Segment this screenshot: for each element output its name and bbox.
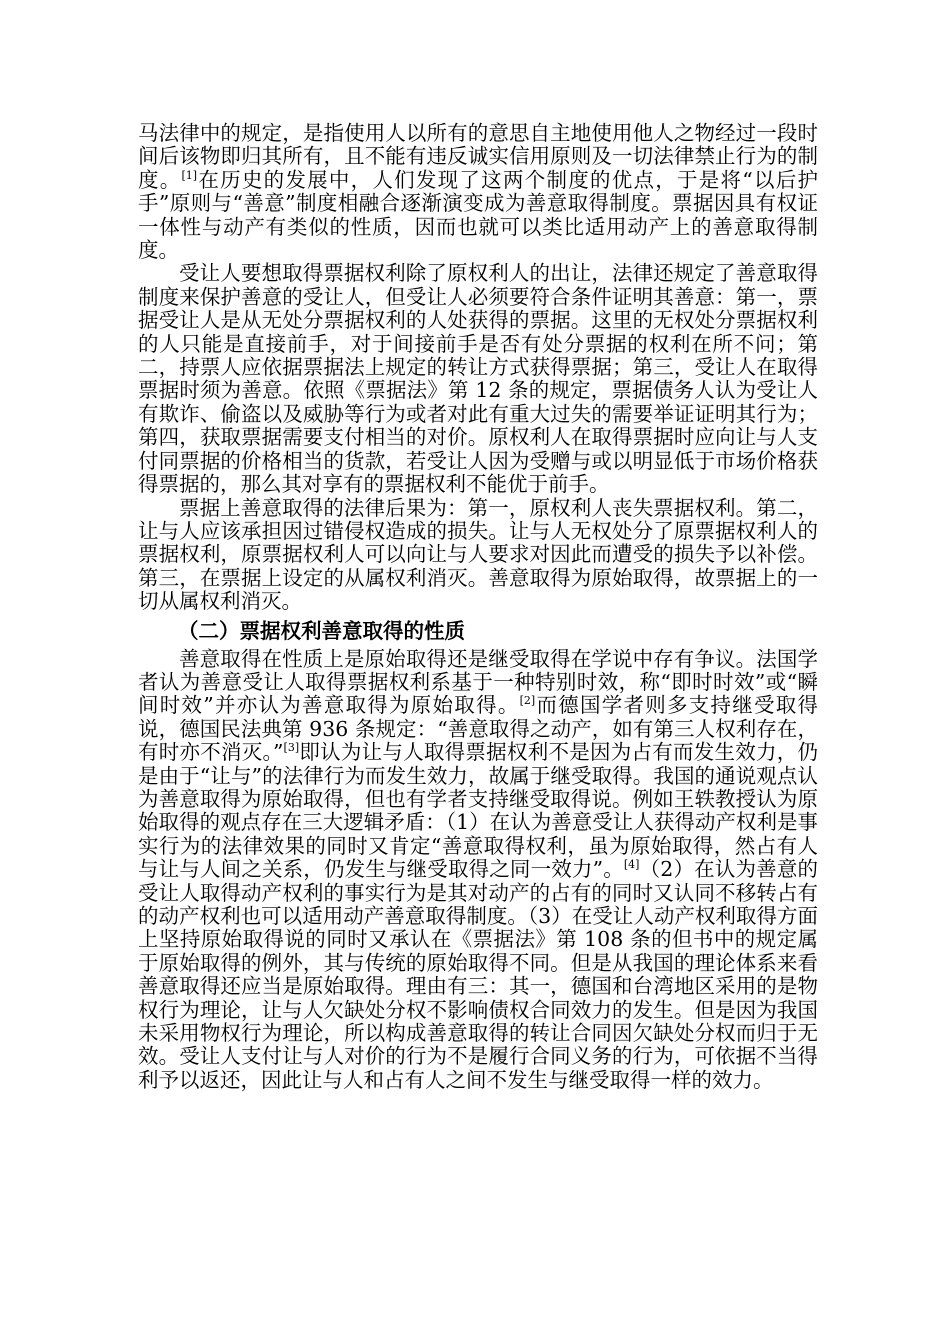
paragraph-text: 马法律中的规定，是指使用人以所有的意思自主地使用他人之物经过一段时间后该物即归其所有，且不能有违反诚实信用原则及一切法律禁止行为的制度。	[138, 121, 818, 192]
paragraph	[138, 122, 818, 262]
paragraph-text: 受让人要想取得票据权利除了原权利人的出让，法律还规定了善意取得制度来保护善意的受让人，但受让人必须要符合条件证明其善意：第一，票据受让人是从无处分票据权利的人处获得的票据。这里的无权处分票据权利的人只能是直接前手，对于间接前手是否有处分票据的权利在所不问；第二，持票人应依据票据法上规定的转让方式获得票据；第三，受让人在取得票据时须为善意。依照《票据法》第 12 条的规定，票据债务人认为受让人有欺诈、偷盗以及威胁等行为或者对此有重大过失的需要举证证明其行为；第四，获取票据需要支付相当的对价。原权利人在取得票据时应向让与人支付同票据的价格相当的货款，若受让人因为受赠与或以明显低于市场价格获得票据的，那么其对享有的票据权利不能优于前手。	[138, 261, 818, 497]
paragraph	[138, 648, 818, 1093]
citation-marker: [1]	[181, 168, 198, 182]
paragraph-text: 在历史的发展中，人们发现了这两个制度的优点，于是将“以后护手”原则与“善意”制度相融合逐渐演变成为善意取得制度。票据因具有权证一体性与动产有类似的性质，因而也就可以类比适用动产上的善意取得制度。	[138, 167, 818, 263]
citation-marker: [4]	[623, 858, 640, 872]
paragraph-text: 而德国学者则多支持继受取得说，德国民法典第 936 条规定：“善意取得之动产，如有第三人权利存在，有时亦不消灭。”	[138, 693, 819, 765]
paragraph	[138, 497, 818, 614]
paragraph-text: 善意取得在性质上是原始取得还是继受取得在学说中存有争议。法国学者认为善意受让人取得票据权利系基于一种特别时效，称“即时时效”或“瞬间时效”并亦认为善意取得为原始取得。	[138, 646, 818, 718]
paragraph	[138, 262, 818, 496]
section-heading: （二）票据权利善意取得的性质	[178, 618, 465, 643]
paragraph-text: （2）在认为善意的受让人取得动产权利的事实行为是其对动产的占有的同时又认同不移转占有的动产权利也可以适用动产善意取得制度。（3）在受让人动产权利取得方面上坚持原始取得说的同时又承认在《票据法》第 108 条的但书中的规定属于原始取得的例外，其与传统的原始取得不同。但是从我国的理论体系来看善意取得还应当是原始取得。理由有三：其一，德国和台湾地区采用的是物权行为理论，让与人欠缺处分权不影响债权合同效力的发生。但是因为我国未采用物权行为理论，所以构成善意取得的转让合同因欠缺处分权而归于无效。受让人支付让与人对价的行为不是履行合同义务的行为，可依据不当得利予以返还，因此让与人和占有人之间不发生与继受取得一样的效力。	[138, 857, 818, 1092]
citation-marker: [3]	[283, 741, 300, 755]
paragraph-text: 票据上善意取得的法律后果为：第一，原权利人丧失票据权利。第二，让与人应该承担因过错侵权造成的损失。让与人无权处分了原票据权利人的票据权利，原票据权利人可以向让与人要求对因此而遭受的损失予以补偿。第三，在票据上设定的从属权利消灭。善意取得为原始取得，故票据上的一切从属权利消灭。	[138, 495, 818, 614]
paragraph-text: 即认为让与人取得票据权利不是因为占有而发生效力，仍是由于“让与”的法律行为而发生效力，故属于继受取得。我国的通说观点认为善意取得为原始取得，但也有学者支持继受取得说。例如王轶教授认为原始取得的观点存在三大逻辑矛盾：（1）在认为善意受让人获得动产权利是事实行为的法律效果的同时又肯定“善意取得权利，虽为原始取得，然占有人与让与人间之关系，仍发生与继受取得之同一效力”。	[138, 740, 819, 882]
document-body	[138, 122, 818, 1092]
citation-marker: [2]	[519, 694, 536, 708]
section-part-1	[138, 122, 818, 614]
section-part-2	[138, 648, 818, 1093]
